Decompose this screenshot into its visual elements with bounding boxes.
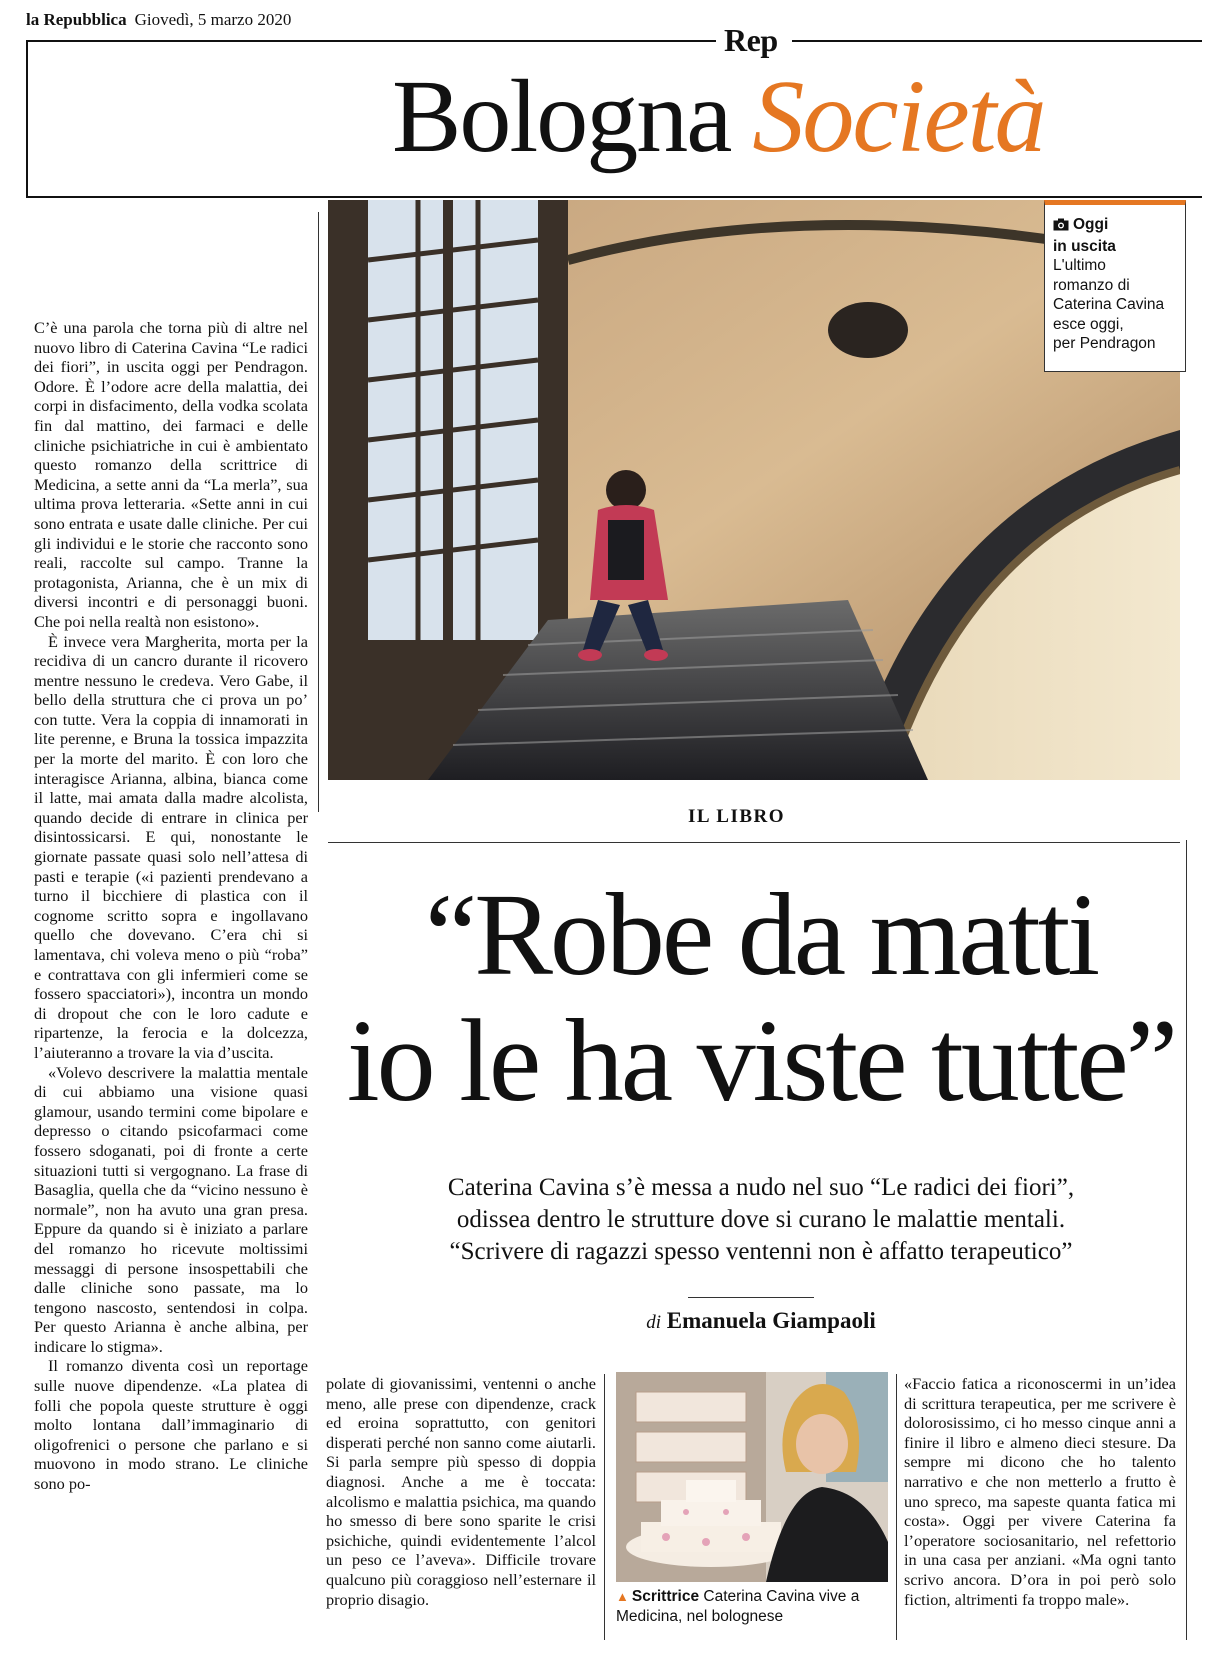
paragraph: C’è una parola che torna più di altre nel nuovo libro di Caterina Cavina “Le radici dei fiori”, in uscita oggi per Pendragon. Odore. È l’odore acre della malattia, dei corpi in disfacimento, della vodka scolata fin dal mattino, dei farmaci e delle cliniche psichiatriche in cui è ambientato questo romanzo della scrittrice di Medicina, a sette anni da “La merla”, sua ultima prova letteraria. «Sette anni in cui sono entrata e usate dalle cliniche. Per cui gli individui e le storie che racconto sono reali, raccolte sul campo. Tranne la protagonista, Arianna, che è un mix di diversi incontri e di personaggi buoni. Che poi nella realtà non esistono». bbox=[34, 318, 308, 631]
column4-rule-right bbox=[1186, 840, 1187, 1640]
info-box-heading bbox=[1053, 215, 1179, 256]
info-box-head-1: Oggi bbox=[1073, 216, 1109, 233]
author-name: Emanuela Giampaoli bbox=[666, 1308, 876, 1333]
caption-text: Caterina Cavina vive a Medicina, nel bolognese bbox=[616, 1588, 860, 1625]
section-name: Società bbox=[752, 59, 1045, 174]
headline bbox=[336, 869, 1186, 1126]
issue-date: Giovedì, 5 marzo 2020 bbox=[134, 10, 292, 29]
top-rule-left bbox=[26, 40, 716, 42]
info-box-line: romanzo di bbox=[1053, 276, 1130, 294]
masthead bbox=[26, 10, 291, 30]
info-box-line: L'ultimo bbox=[1053, 257, 1106, 274]
header-frame-left bbox=[26, 40, 28, 198]
info-box-line: per Pendragon bbox=[1053, 335, 1156, 352]
column4-rule-left bbox=[896, 1374, 897, 1640]
caption-lead: Scrittrice bbox=[631, 1588, 700, 1605]
section-title bbox=[392, 52, 1045, 182]
photo-info-box bbox=[1044, 200, 1186, 372]
subhead-line: Caterina Cavina s’è messa a nudo nel suo “Le radici dei fiori”, bbox=[447, 1174, 1075, 1201]
paragraph: Il romanzo diventa così un reportage sulle nuove dipendenze. «La platea di folli che popola queste strutture è oggi molto lontana dall’immaginario di oligofrenici o persone che parlano e si muovono in modo strano. Le cliniche sono po- bbox=[34, 1356, 308, 1494]
paragraph: polate di giovanissimi, ventenni o anche meno, alle prese con dipendenze, crack ed eroina soprattutto, con genitori disperati perché non sanno come aiutarli. Si parla sempre più spesso di doppia diagnosi. Anche a me è toccata: alcolismo e malattia psichica, ma quando ho smesso di bere sono sparite le crisi psichiche, quindi evidentemente l’alcol un peso ce l’aveva». Difficile trovare qualcuno più coraggioso nell’esternare il proprio disagio. bbox=[326, 1374, 596, 1609]
column2-rule bbox=[604, 1374, 605, 1640]
headline-line-1: “Robe da matti bbox=[424, 869, 1098, 1000]
newspaper-name: la Repubblica bbox=[26, 10, 127, 29]
author-photo-illustration bbox=[616, 1372, 888, 1582]
subheadline bbox=[336, 1172, 1186, 1268]
paragraph: È invece vera Margherita, morta per la recidiva di un cancro durante il ricovero mentre nessuno le credeva. Vero Gabe, il bello della struttura che ci prova un po’ con tutte. Vera la coppia di innamorati in lite perenne, e Bruna la tossica impazzita per la morte del marito. È con loro che interagisce Arianna, albina, bianca come il latte, mai amata dalla madre alcolista, quando decide di entrare in clinica per disintossicarsi. E qui, nonostante le giornate passate quasi solo nell’attesa di pasti e terapie («i pazienti prendevano a turno il bicchiere di plastica con il cognome scritto sopra e ingollavano quello che dovevano. C’era chi si lamentava, chi voleva meno o più “roba” e contrattava con gli infermieri come se fossero spacciatori»), incontra un mondo di dropout che con le loro cadute e ripartenze, la ferocia e la dolcezza, l’aiuteranno a trovare la via d’uscita. bbox=[34, 631, 308, 1062]
info-box-line: Caterina Cavina bbox=[1053, 296, 1165, 313]
paragraph: «Volevo descrivere la malattia mentale di cui abbiamo una visione quasi glamour, usando termini come bipolare e depresso o citando psicofarmaci come fossero sdoganati, poi di fronte a certe situazioni tutti si vergognano. La frase di Basaglia, quella che da “vicino nessuno è normale”, non ha avuto una gran presa. Eppure da quando si è iniziato a parlare del romanzo ho ricevute moltissimi messaggi di persone insospettabili che dalle cliniche sono passate, ma lo tengono nascosto, sentendosi in colpa. Per questo Arianna è anche albina, per indicare lo stigma». bbox=[34, 1062, 308, 1356]
subhead-line: odissea dentro le strutture dove si curano le malattie mentali. bbox=[456, 1206, 1066, 1233]
info-box-head-2: in uscita bbox=[1053, 237, 1116, 255]
author-photo-caption bbox=[616, 1587, 888, 1626]
header-frame-bottom bbox=[26, 196, 1202, 198]
article-column-4 bbox=[904, 1374, 1176, 1609]
camera-icon bbox=[1053, 217, 1069, 237]
kicker: IL LIBRO bbox=[688, 806, 786, 827]
byline-rule bbox=[688, 1297, 814, 1298]
article-column-1 bbox=[34, 318, 308, 1494]
info-box-line: esce oggi, bbox=[1053, 315, 1124, 333]
byline bbox=[336, 1308, 1186, 1334]
column1-rule bbox=[318, 212, 319, 812]
kicker-rule bbox=[328, 842, 1180, 843]
article-column-2 bbox=[326, 1374, 596, 1609]
rep-logo: Rep bbox=[724, 22, 778, 58]
headline-line-2: io le ha viste tutte” bbox=[346, 995, 1176, 1126]
top-rule-right bbox=[792, 40, 1202, 42]
section-city: Bologna bbox=[392, 59, 731, 174]
paragraph: «Faccio fatica a riconoscermi in un’idea di scrittura terapeutica, per me scrivere è dolorosissimo, ci ho messo cinque anni a finire il libro e almeno dieci stesure. Da sempre mi dicono che ho talento narrativo e che non metterlo a frutto è uno spreco, ma sapeste quanta fatica mi costa». Oggi per vivere Caterina fa l’operatore sociosanitario, nel refettorio in una casa per anziani. «Ma ogni tanto scrivo ancora. D’ora in poi però solo fiction, altrimenti fa troppo male». bbox=[904, 1374, 1176, 1609]
author-photo bbox=[616, 1372, 888, 1582]
subhead-line: “Scrivere di ragazzi spesso ventenni non è affatto terapeutico” bbox=[449, 1238, 1073, 1265]
caption-triangle-icon: ▲ bbox=[616, 1589, 629, 1604]
byline-prefix: di bbox=[646, 1312, 662, 1333]
